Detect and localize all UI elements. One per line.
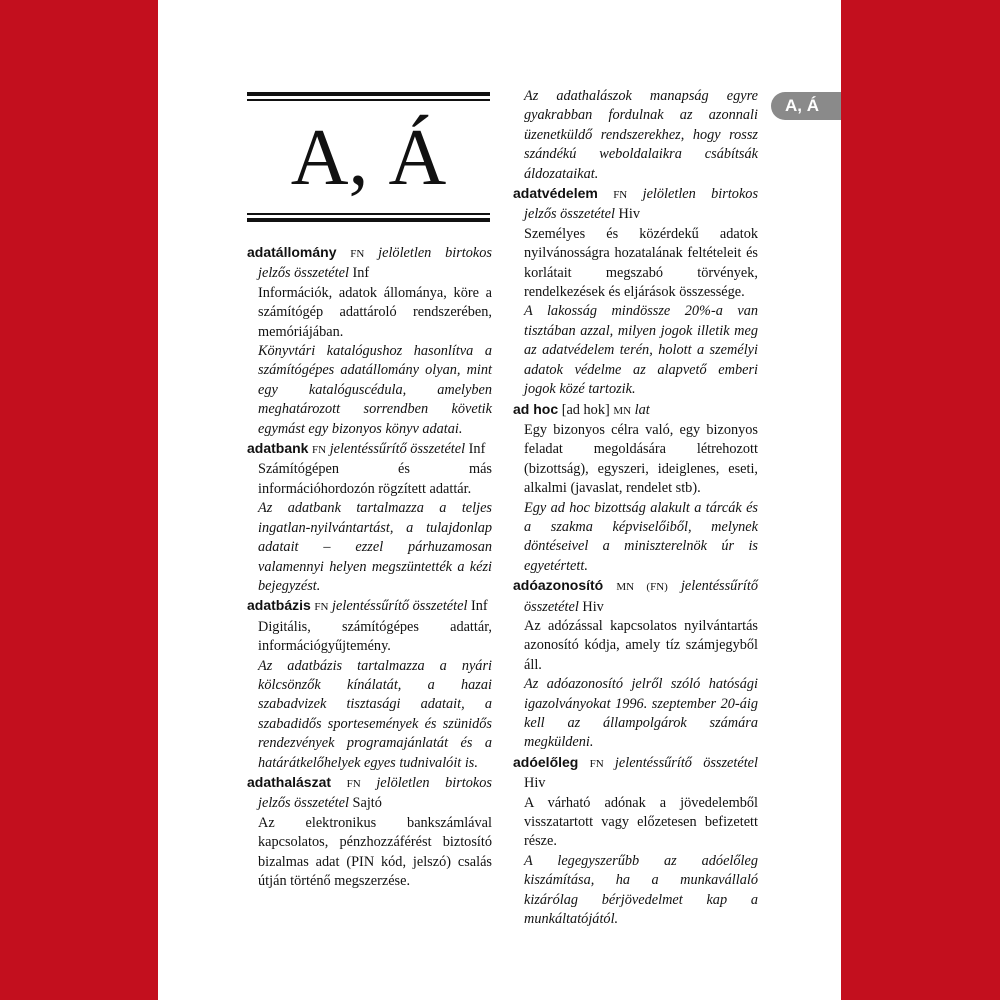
- example: Könyvtári katalógushoz hasonlítva a számítógépes adatállomány olyan, mint egy katalóguscédula, amelyben meghatározott sorrendben követik egymást egy bizonyos könyv adatai.: [258, 343, 492, 437]
- example: Az adatbázis tartalmazza a nyári kölcsönzők kínálatát, a hazai szabadvizek tisztasági adatait, a szabadidős sportesemények és szünidős rendezvények programajánlatát és a határátkelőhelyek egyes tudnivalóit is.: [258, 657, 492, 771]
- section-tab: A, Á: [771, 92, 841, 120]
- example: A legegyszerűbb az adóelőleg kiszámítása, ha a munkavállaló kizárólag bérjövedelmet kap a munkáltatójától.: [524, 852, 758, 928]
- title-rule-bottom-thin: [247, 213, 490, 215]
- example: A lakosság mindössze 20%-a van tisztában azzal, milyen jogok illetik meg az adatvédelem terén, holott a személyi adatok védelme az alapvető emberi jogok közé tartozik.: [524, 303, 758, 398]
- entry-adatbazis: adatbázis FN jelentéssűrítő összetétel Inf Digitális, számítógépes adattár, információgyűjtemény. Az adatbázis tartalmazza a nyári kölcsönzők kínálatát, a hazai szabadvizek tisztasági adatait, a szabadidős sportesemények és szünidős rendezvények programajánlatát és a határátkelőhelyek egyes tudnivalóit is.: [247, 596, 492, 773]
- column-right: [513, 87, 758, 929]
- headword: adóelőleg: [513, 753, 579, 770]
- example-continuation: Az adathalászok manapság egyre gyakrabban fordulnak az azonnali üzenetküldő rendszerekhez, hogy rossz szándékú weboldalaikra csábítsák áldozataikat.: [524, 88, 758, 182]
- headword: adatbázis: [247, 597, 311, 614]
- headword: ad hoc: [513, 400, 559, 417]
- example: Egy ad hoc bizottság alakult a tárcák és a szakma képviselőiből, melynek döntéseivel a miniszterelnök úr is egyetértett.: [524, 499, 758, 574]
- headword: adathalászat: [247, 773, 332, 790]
- definition: Információk, adatok állománya, köre a számítógép adattároló rendszerében, memóriájában.: [258, 284, 492, 340]
- entry-adatallomany: adatállomány FN jelöletlen birtokos jelzős összetétel Inf Információk, adatok állománya, köre a számítógép adattároló rendszerében, memóriájában. Könyvtári katalógushoz hasonlítva a számítógépes adatállomány olyan, mint egy katalóguscédula, amelyben meghatározott sorrendben követik egymást egy bizonyos könyv adatai.: [247, 243, 492, 439]
- title-rule-top-thick: [247, 92, 490, 96]
- entry-adoeloleg: adóelőleg FN jelentéssűrítő összetétel Hiv A várható adónak a jövedelemből visszatartott vagy előzetesen befizetett része. A legegyszerűbb az adóelőleg kiszámítása, ha a munkavállaló kizárólag bérjövedelmet kap a munkáltatójától.: [513, 753, 758, 930]
- definition: A várható adónak a jövedelemből visszatartott vagy előzetesen befizetett része.: [524, 794, 758, 850]
- example: Az adóazonosító jelről szóló hatósági igazolványokat 1996. szeptember 20-áig kell az állampolgárok számára megküldeni.: [524, 676, 758, 751]
- entry-ad-hoc: ad hoc [ad hok] MN lat Egy bizonyos célra való, egy bizonyos feladat megoldására létrehozott (bizottság), egyszeri, ideiglenes, eseti, alkalmi (javaslat, rendelet stb). Egy ad hoc bizottság alakult a tárcák és a szakma képviselőiből, melynek döntéseivel a miniszterelnök úr is egyetértett.: [513, 400, 758, 577]
- entry-adoazonosito: adóazonosító MN (FN) jelentéssűrítő összetétel Hiv Az adózással kapcsolatos nyilvántartás azonosító kódja, amely tíz számjegyből áll. Az adóazonosító jelről szóló hatósági igazolványokat 1996. szeptember 20-áig kell az állampolgárok számára megküldeni.: [513, 576, 758, 753]
- definition: Személyes és közérdekű adatok nyilvánosságra hozatalának feltételeit és korlátait megszabó törvények, rendelkezések és eljárások összessége.: [524, 225, 758, 301]
- definition: Az elektronikus bankszámlával kapcsolatos, pénzhozzáférést biztosító bizalmas adat (PIN kód, jelszó) csalás útján történő megszerzése.: [258, 814, 492, 889]
- headword: adóazonosító: [513, 577, 604, 594]
- definition: Digitális, számítógépes adattár, információgyűjtemény.: [258, 618, 492, 655]
- column-left: [247, 243, 492, 891]
- example: Az adatbank tartalmazza a teljes ingatlan-nyilvántartást, a tulajdonlap adatait – ezzel párhuzamosan valamennyi helyen megszüntették a kézi bejegyzést.: [258, 500, 492, 594]
- entry-adatvedelem: adatvédelem FN jelöletlen birtokos jelzős összetétel Hiv Személyes és közérdekű adatok nyilvánosságra hozatalának feltételeit és korlátait megszabó törvények, rendelkezések és eljárások összessége. A lakosság mindössze 20%-a van tisztában azzal, milyen jogok illetik meg az adatvédelem terén, holott a személyi adatok védelme az alapvető emberi jogok közé tartozik.: [513, 184, 758, 399]
- title-rule-top-thin: [247, 99, 490, 101]
- entry-adatbank: adatbank FN jelentéssűrítő összetétel Inf Számítógépen és más információhordozón rögzített adattár. Az adatbank tartalmazza a teljes ingatlan-nyilvántartást, a tulajdonlap adatait – ezzel párhuzamosan valamennyi helyen megszüntették a kézi bejegyzést.: [247, 439, 492, 596]
- headword: adatbank: [247, 440, 309, 457]
- title-rule-bottom-thick: [247, 218, 490, 222]
- headword: adatvédelem: [513, 185, 598, 202]
- entry-adathalaszat: adathalászat FN jelöletlen birtokos jelzős összetétel Sajtó Az elektronikus bankszámlával kapcsolatos, pénzhozzáférést biztosító bizalmas adat (PIN kód, jelszó) csalás útján történő megszerzése.: [247, 773, 492, 891]
- headword: adatállomány: [247, 244, 337, 260]
- section-title: A, Á: [290, 114, 447, 202]
- definition: Az adózással kapcsolatos nyilvántartás azonosító kódja, amely tíz számjegyből áll.: [524, 617, 758, 673]
- definition: Számítógépen és más információhordozón rögzített adattár.: [258, 461, 492, 497]
- definition: Egy bizonyos célra való, egy bizonyos feladat megoldására létrehozott (bizottság), egyszeri, ideiglenes, eseti, alkalmi (javaslat, rendelet stb).: [524, 421, 758, 497]
